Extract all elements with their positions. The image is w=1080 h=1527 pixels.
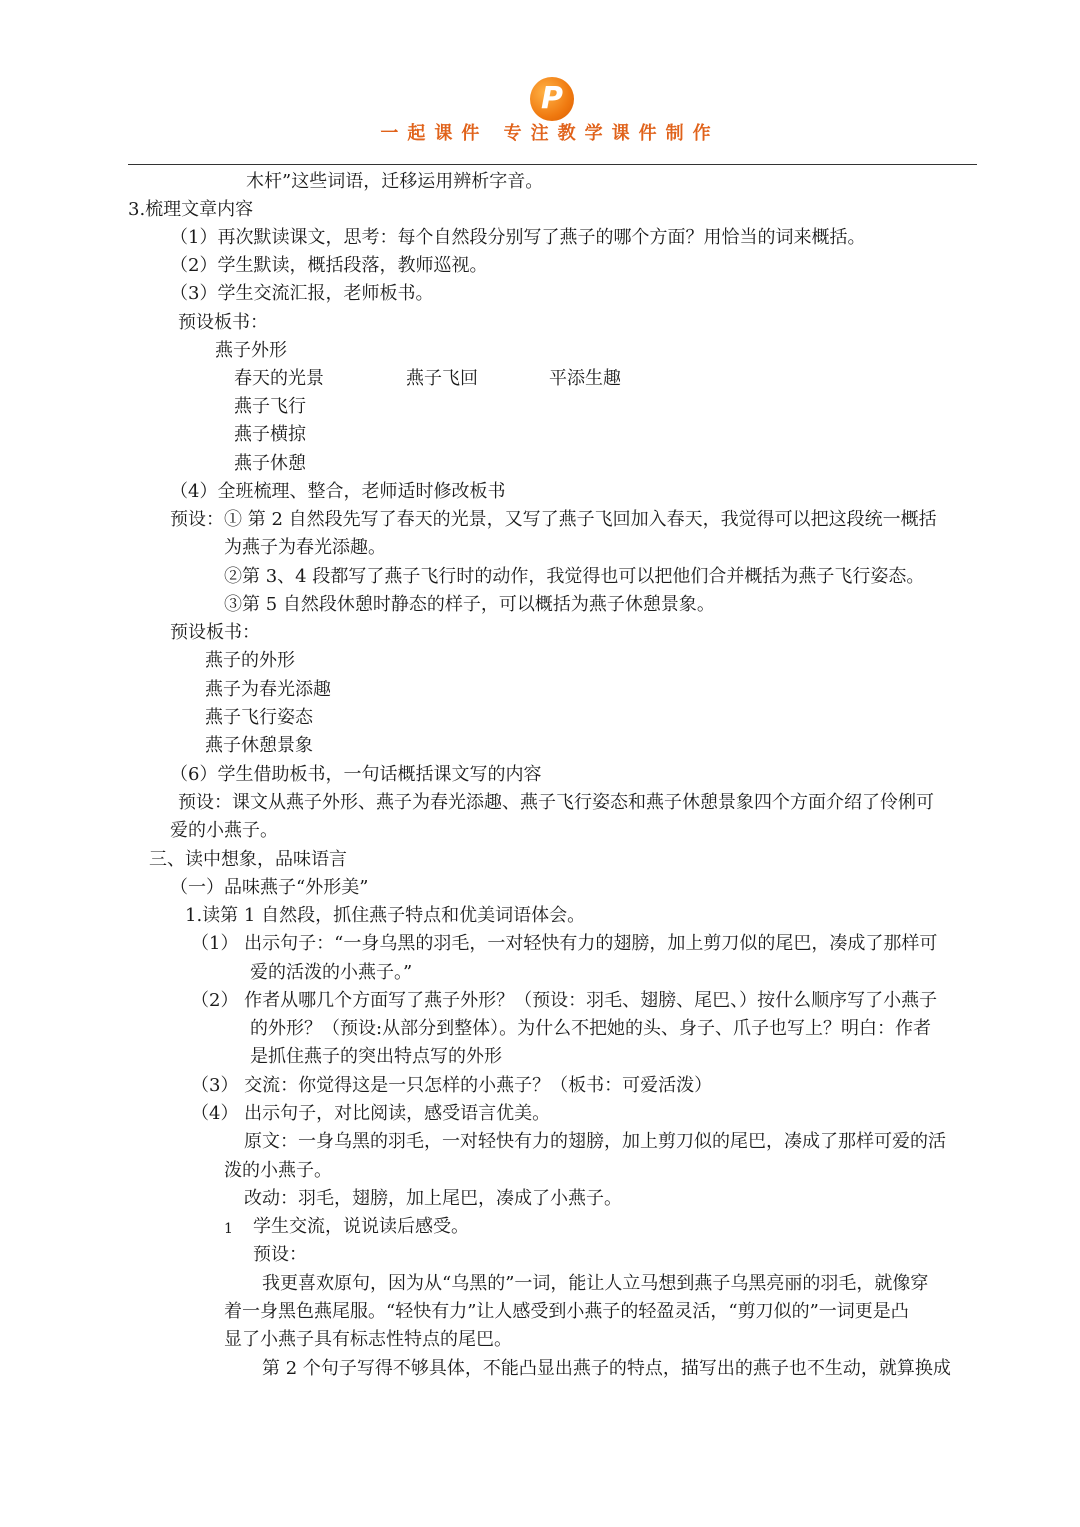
- text-line: 为燕子为春光添趣。: [224, 537, 386, 558]
- text-line: 预设板书：: [170, 622, 260, 643]
- text-line: （一）品味燕子“外形美”: [170, 877, 369, 898]
- logo-icon: [530, 77, 574, 121]
- text-line: 原文：一身乌黑的羽毛，一对轻快有力的翅膀，加上剪刀似的尾巴，凑成了那样可爱的活: [244, 1131, 946, 1152]
- section-heading: 三、读中想象，品味语言: [149, 849, 347, 870]
- list-number: 1: [224, 1221, 233, 1237]
- text-line: 爱的小燕子。: [170, 820, 278, 841]
- text-line: （1）再次默读课文，思考：每个自然段分别写了燕子的哪个方面？用恰当的词来概括。: [170, 227, 866, 248]
- board-item: 燕子休憩景象: [205, 735, 313, 756]
- text-line: 显了小燕子具有标志性特点的尾巴。: [224, 1329, 512, 1350]
- text-line: 预设：课文从燕子外形、燕子为春光添趣、燕子飞行姿态和燕子休憩景象四个方面介绍了伶俐可: [178, 792, 934, 813]
- text-line: （6）学生借助板书，一句话概括课文写的内容: [170, 764, 542, 785]
- board-item: 燕子飞行: [234, 396, 306, 417]
- text-line: 的外形？（预设:从部分到整体）。为什么不把她的头、身子、爪子也写上？明白：作者: [250, 1018, 932, 1039]
- text-line: （2）学生默读，概括段落，教师巡视。: [170, 255, 488, 276]
- board-item: 燕子为春光添趣: [205, 679, 331, 700]
- text-line: （1） 出示句子：“一身乌黑的羽毛，一对轻快有力的翅膀，加上剪刀似的尾巴，凑成了那样可: [191, 933, 938, 954]
- text-line: 预设：① 第 2 自然段先写了春天的光景，又写了燕子飞回加入春天，我觉得可以把这段统一概括: [170, 509, 937, 530]
- text-line: 木杆”这些词语，迁移运用辨析字音。: [246, 171, 544, 192]
- text-line: （3）学生交流汇报，老师板书。: [170, 283, 434, 304]
- text-line: ②第 3、4 段都写了燕子飞行时的动作，我觉得也可以把他们合并概括为燕子飞行姿态。: [224, 566, 925, 587]
- board-item: 平添生趣: [549, 368, 621, 389]
- text-line: 1.读第 1 自然段，抓住燕子特点和优美词语体会。: [185, 905, 586, 926]
- text-line: 改动：羽毛，翅膀，加上尾巴，凑成了小燕子。: [244, 1188, 622, 1209]
- board-item: 春天的光景: [234, 368, 324, 389]
- text-line: （3） 交流：你觉得这是一只怎样的小燕子？（板书：可爱活泼）: [191, 1075, 713, 1096]
- text-line: 预设板书：: [178, 312, 268, 333]
- logo-letter: P: [541, 81, 563, 116]
- text-line: 我更喜欢原句，因为从“乌黑的”一词，能让人立马想到燕子乌黑亮丽的羽毛，就像穿: [262, 1273, 929, 1294]
- section-heading: 3.梳理文章内容: [128, 199, 254, 220]
- text-line: 第 2 个句子写得不够具体，不能凸显出燕子的特点，描写出的燕子也不生动，就算换成: [262, 1358, 951, 1379]
- text-line: 预设：: [253, 1244, 307, 1265]
- text-line: 学生交流，说说读后感受。: [253, 1216, 469, 1237]
- text-line: （2） 作者从哪几个方面写了燕子外形？（预设：羽毛、翅膀、尾巴、）按什么顺序写了小燕子: [191, 990, 938, 1011]
- header-divider: [128, 164, 977, 165]
- board-item: 燕子外形: [215, 340, 287, 361]
- text-line: 泼的小燕子。: [224, 1160, 332, 1181]
- text-line: 着一身黑色燕尾服。“轻快有力”让人感受到小燕子的轻盈灵活，“剪刀似的”一词更是凸: [224, 1301, 909, 1322]
- text-line: （4）全班梳理、整合，老师适时修改板书: [170, 481, 506, 502]
- text-line: 爱的活泼的小燕子。”: [250, 962, 413, 983]
- board-item: 燕子飞回: [406, 368, 478, 389]
- board-item: 燕子飞行姿态: [205, 707, 313, 728]
- board-item: 燕子的外形: [205, 650, 295, 671]
- board-item: 燕子横掠: [234, 424, 306, 445]
- text-line: ③第 5 自然段休憩时静态的样子，可以概括为燕子休憩景象。: [224, 594, 715, 615]
- text-line: 是抓住燕子的突出特点写的外形: [250, 1046, 502, 1067]
- board-item: 燕子休憩: [234, 453, 306, 474]
- brand-tagline: 一起课件 专注教学课件制作: [380, 123, 720, 144]
- text-line: （4） 出示句子，对比阅读，感受语言优美。: [191, 1103, 551, 1124]
